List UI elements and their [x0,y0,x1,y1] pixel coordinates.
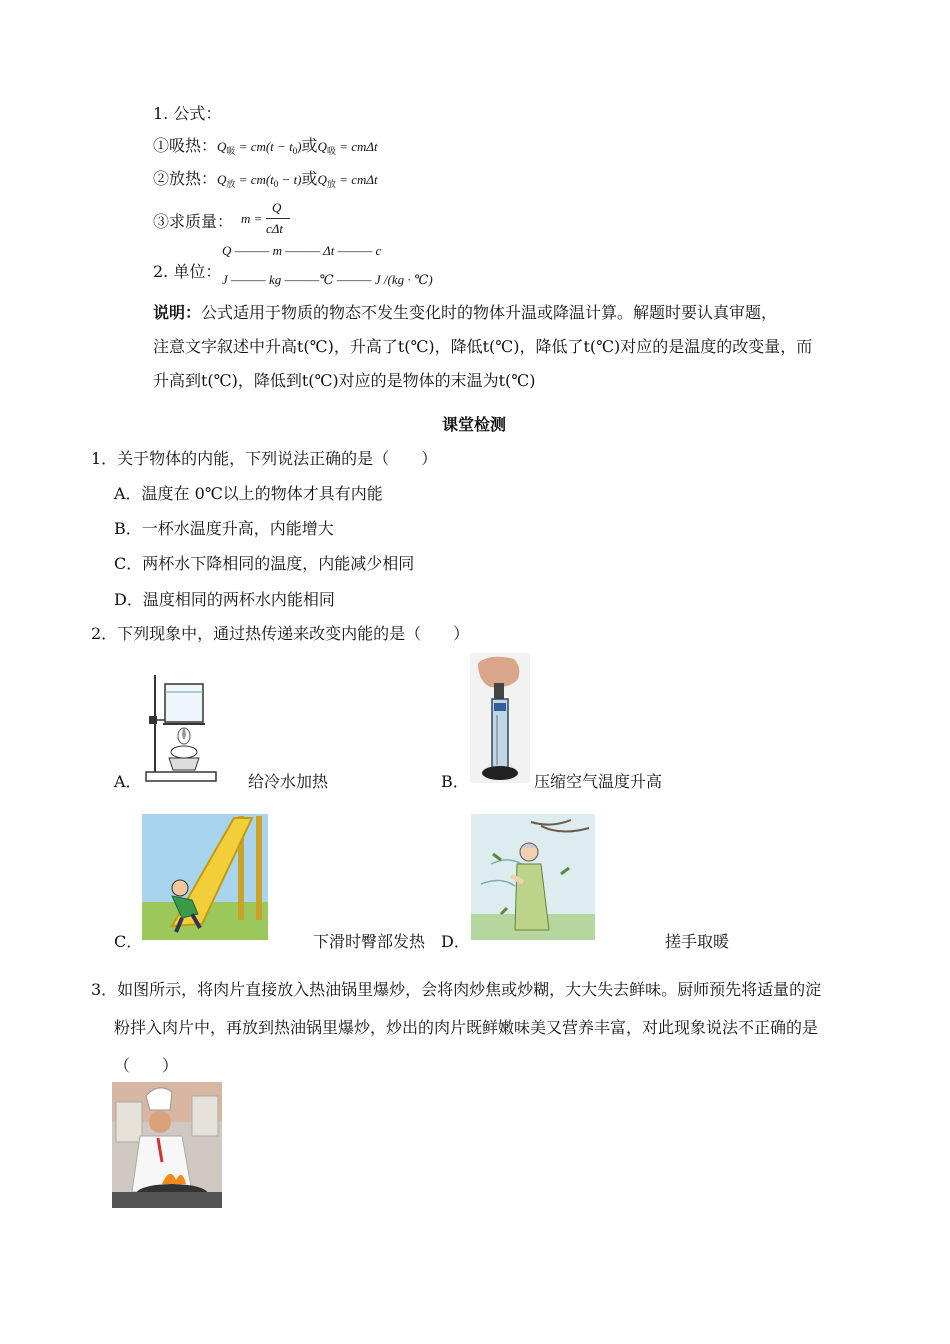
q2-option-d-letter[interactable]: D． [441,932,470,951]
note-label: 说明： [153,303,202,322]
air-compression-illustration [470,653,530,783]
chef-cooking-photo [112,1082,222,1208]
fraction-bar [266,218,290,219]
units-si: J ——— kg ———℃ ——— J /(kg · ℃) [222,272,433,287]
section-title: 课堂检测 [442,415,507,434]
q3-stem-line2: 粉拌入肉片中，再放到热油锅里爆炒，炒出的肉片既鲜嫩味美又营养丰富，对此现象说法不正确的是 [114,1018,819,1037]
q1-option-a[interactable]: A．温度在 0℃以上的物体才具有内能 [114,484,383,503]
q1-option-d[interactable]: D．温度相同的两杯水内能相同 [114,590,335,609]
rubbing-hands-illustration [471,814,595,940]
q1-stem: 1．关于物体的内能，下列说法正确的是（ ） [91,449,438,468]
q2-option-c-letter[interactable]: C． [114,932,143,951]
mass-numerator: Q [272,200,282,215]
q2-option-c-caption: 下滑时臀部发热 [313,932,426,951]
note-line2: 注意文字叙述中升高t(℃)，升高了t(℃)，降低t(℃)，降低了t(℃)对应的是温度的改变量，而 [153,337,813,356]
slide-illustration [142,814,268,940]
mass-denominator: cΔt [266,221,284,236]
beaker-heating-illustration [143,672,218,784]
release-label: ②放热： [153,169,218,188]
units-quantities: Q ——— m ——— Δt ——— c [222,243,382,258]
q3-stem-line1: 3．如图所示，将肉片直接放入热油锅里爆炒，会将肉炒焦或炒糊，大大失去鲜味。厨师预先将适量的淀 [91,980,822,999]
q2-option-b-caption: 压缩空气温度升高 [534,772,663,791]
mass-lhs: m = [241,211,263,226]
mass-label: ③求质量： [153,212,234,231]
absorb-formula: ①吸热：$Q_吸 = cm(t - t_0)$或$Q_吸 = cm\Delta t$ [153,136,378,156]
q2-option-a-letter[interactable]: A． [114,772,142,791]
release-formula: ②放热：$Q_放 = cm(t_0 - t)$或$Q_放 = cm\Delta t$ [153,169,378,189]
q2-option-a-caption: 给冷水加热 [248,772,329,791]
note-line1: 说明：公式适用于物质的物态不发生变化时的物体升温或降温计算。解题时要认真审题， [153,303,778,322]
q2-option-d-caption: 搓手取暖 [665,932,730,951]
q3-stem-line3: （ ） [114,1056,179,1075]
units-heading: 2. 单位： [153,262,222,281]
q1-option-b[interactable]: B．一杯水温度升高，内能增大 [114,519,334,538]
q2-stem: 2．下列现象中，通过热传递来改变内能的是（ ） [91,624,470,643]
absorb-label: ①吸热： [153,136,218,155]
q2-option-b-letter[interactable]: B． [441,772,469,791]
note-line3: 升高到t(℃)，降低到t(℃)对应的是物体的末温为t(℃) [153,371,536,390]
q1-option-c[interactable]: C．两杯水下降相同的温度，内能减少相同 [114,554,415,573]
formula-heading: 1. 公式： [153,104,222,123]
